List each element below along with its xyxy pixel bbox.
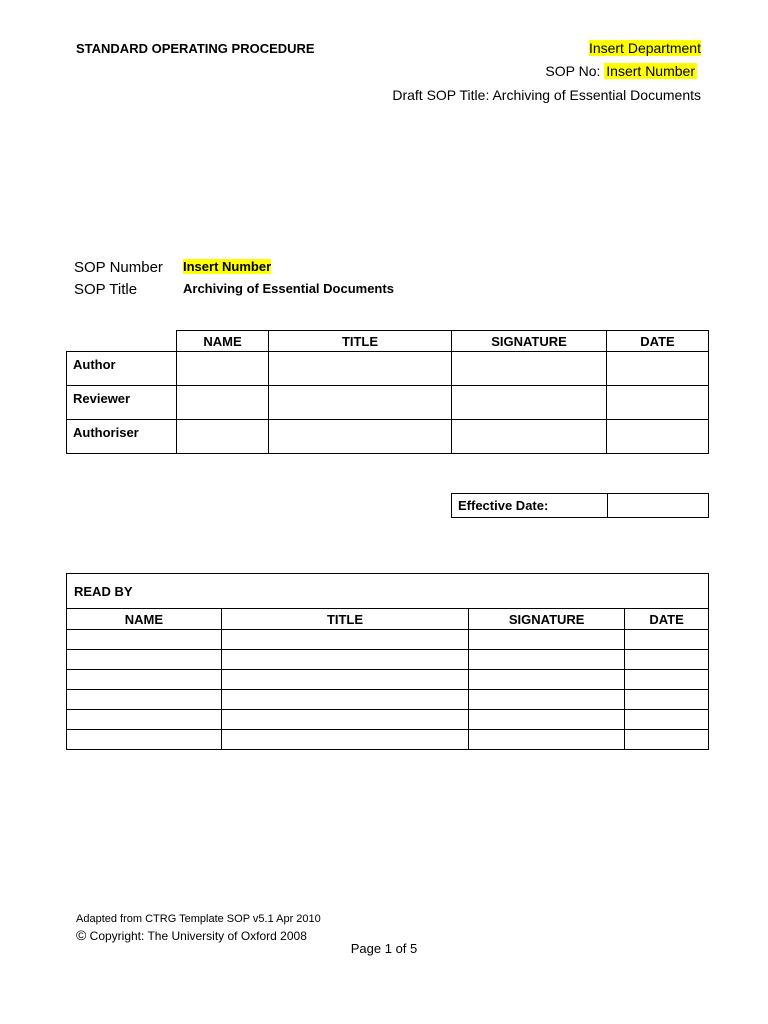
- table-row: [67, 352, 709, 386]
- signature-table: [66, 330, 709, 454]
- table-row: [67, 630, 709, 650]
- effective-date-label: Effective Date:: [452, 494, 608, 518]
- signature-cell[interactable]: [452, 386, 607, 420]
- name-cell[interactable]: [67, 730, 222, 750]
- date-cell[interactable]: [607, 352, 709, 386]
- name-cell[interactable]: [67, 710, 222, 730]
- effective-date-table: [451, 493, 709, 518]
- sop-no-label: SOP No:: [545, 63, 601, 79]
- signature-cell[interactable]: [469, 730, 625, 750]
- sop-number-value: Insert Number: [183, 259, 272, 274]
- read-by-table: [66, 573, 709, 750]
- signature-cell[interactable]: [469, 670, 625, 690]
- table-row: [67, 710, 709, 730]
- signature-cell[interactable]: [469, 710, 625, 730]
- col-title: TITLE: [269, 331, 452, 352]
- title-cell[interactable]: [221, 710, 469, 730]
- signature-cell[interactable]: [469, 690, 625, 710]
- col-title: TITLE: [221, 609, 469, 630]
- adapted-from-note: Adapted from CTRG Template SOP v5.1 Apr 2010: [76, 913, 321, 925]
- title-cell[interactable]: [221, 630, 469, 650]
- date-cell[interactable]: [625, 670, 709, 690]
- date-cell[interactable]: [625, 730, 709, 750]
- date-cell[interactable]: [625, 650, 709, 670]
- date-cell[interactable]: [607, 420, 709, 454]
- sop-no-value: Insert Number: [606, 63, 695, 79]
- date-cell[interactable]: [607, 386, 709, 420]
- date-cell[interactable]: [625, 630, 709, 650]
- col-date: DATE: [607, 331, 709, 352]
- col-name: NAME: [177, 331, 269, 352]
- signature-cell[interactable]: [469, 630, 625, 650]
- title-cell[interactable]: [221, 690, 469, 710]
- name-cell[interactable]: [67, 630, 222, 650]
- title-cell[interactable]: [269, 420, 452, 454]
- date-cell[interactable]: [625, 690, 709, 710]
- sop-title-label: SOP Title: [74, 281, 138, 298]
- department-placeholder: Insert Department: [588, 40, 701, 56]
- sop-number-label: SOP Number: [74, 259, 163, 276]
- page-number: Page 1 of 5: [350, 941, 418, 956]
- header-blank-cell: [67, 331, 177, 352]
- signature-table-header: [67, 331, 709, 352]
- sop-no-line: [545, 63, 697, 79]
- col-signature: SIGNATURE: [452, 331, 607, 352]
- name-cell[interactable]: [67, 650, 222, 670]
- table-row: [67, 420, 709, 454]
- title-cell[interactable]: [221, 730, 469, 750]
- sop-title-value: Archiving of Essential Documents: [183, 281, 394, 296]
- col-date: DATE: [625, 609, 709, 630]
- signature-cell[interactable]: [469, 650, 625, 670]
- name-cell[interactable]: [177, 386, 269, 420]
- draft-sop-title: Draft SOP Title: Archiving of Essential Documents: [392, 87, 701, 103]
- col-signature: SIGNATURE: [469, 609, 625, 630]
- copyright-symbol: ©: [76, 927, 87, 943]
- signature-cell[interactable]: [452, 420, 607, 454]
- name-cell[interactable]: [67, 670, 222, 690]
- title-cell[interactable]: [269, 386, 452, 420]
- table-row: [67, 650, 709, 670]
- date-cell[interactable]: [625, 710, 709, 730]
- read-by-header: [67, 609, 709, 630]
- read-by-heading: READ BY: [67, 574, 709, 609]
- table-row: [67, 690, 709, 710]
- title-cell[interactable]: [221, 670, 469, 690]
- role-authoriser: Authoriser: [67, 420, 177, 454]
- effective-date-value[interactable]: [608, 494, 709, 518]
- table-row: [67, 670, 709, 690]
- name-cell[interactable]: [177, 352, 269, 386]
- signature-cell[interactable]: [452, 352, 607, 386]
- copyright-text: Copyright: The University of Oxford 2008: [86, 929, 307, 943]
- col-name: NAME: [67, 609, 222, 630]
- table-row: [67, 386, 709, 420]
- title-cell[interactable]: [221, 650, 469, 670]
- title-cell[interactable]: [269, 352, 452, 386]
- role-reviewer: Reviewer: [67, 386, 177, 420]
- document-type-heading: STANDARD OPERATING PROCEDURE: [76, 41, 315, 56]
- name-cell[interactable]: [67, 690, 222, 710]
- role-author: Author: [67, 352, 177, 386]
- table-row: [67, 730, 709, 750]
- name-cell[interactable]: [177, 420, 269, 454]
